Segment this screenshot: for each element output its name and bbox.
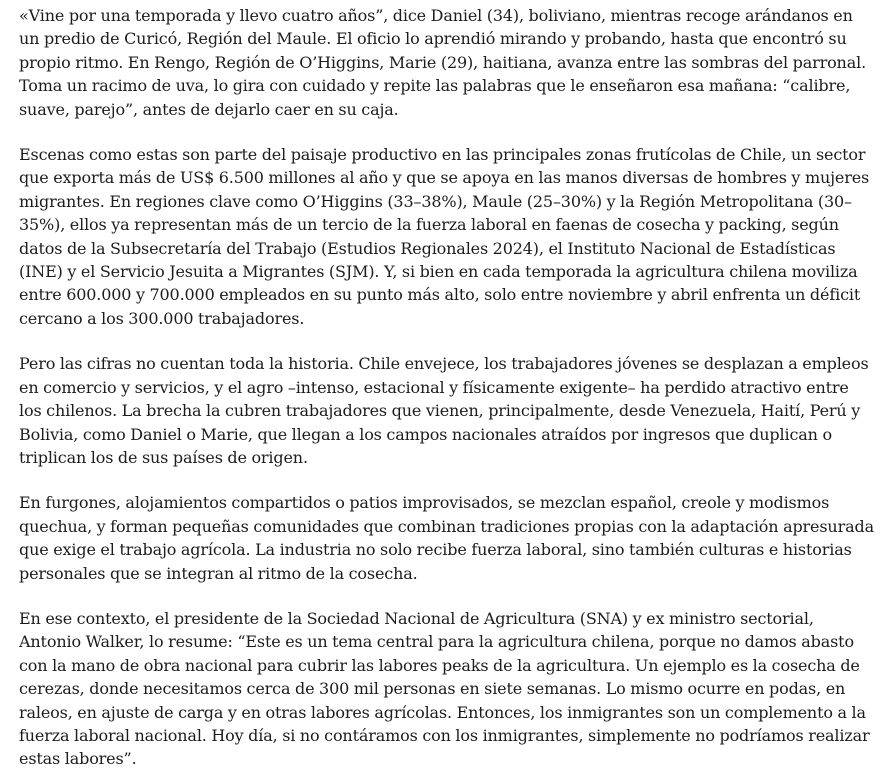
paragraph-intro: «Vine por una temporada y llevo cuatro años”, dice Daniel (34), boliviano, mientras recoge arándanos en un predio de Curicó, Región del Maule. El oficio lo aprendió mirando y probando, hasta que encontró su propio ritmo. En Rengo, Región de O’Higgins, Marie (29), haitiana, avanza entre las sombras del parronal. Toma un racimo de uva, lo gira con cuidado y repite las palabras que le enseñaron esa mañana: “calibre, suave, parejo”, antes de dejarlo caer en su caja. [19, 6, 867, 119]
paragraph-history: Pero las cifras no cuentan toda la historia. Chile envejece, los trabajadores jóvenes se desplazan a empleos en comercio y servicios, y el agro –intenso, estacional y físicamente exigente– ha perdido atractivo entre los chilenos. La brecha la cubren trabajadores que vienen, principalmente, desde Venezuela, Haití, Perú y Bolivia, como Daniel o Marie, que llegan a los campos nacionales atraídos por ingresos que duplican o triplican los de sus países de origen. [19, 354, 869, 467]
paragraph-quote: En ese contexto, el presidente de la Sociedad Nacional de Agricultura (SNA) y ex ministro sectorial, Antonio Walker, lo resume: “Este es un tema central para la agricultura chilena, porque no damos abasto con la mano de obra nacional para cubrir las labores peaks de la agricultura. Un ejemplo es la cosecha de cerezas, donde necesitamos cerca de 300 mil personas en siete semanas. Lo mismo ocurre en podas, en raleos, en ajuste de carga y en otras labores agrícolas. Entonces, los inmigrantes son un complemento a la fuerza laboral nacional. Hoy día, si no contáramos con los inmigrantes, simplemente no podríamos realizar estas labores”. [19, 608, 870, 769]
paragraph-communities: En furgones, alojamientos compartidos o patios improvisados, se mezclan español, creole y modismos quechua, y forman pequeñas comunidades que combinan tradiciones propias con la adaptación apresurada que exige el trabajo agrícola. La industria no solo recibe fuerza laboral, sino también culturas e historias personales que se integran al ritmo de la cosecha. [19, 493, 874, 583]
paragraph-context: Escenas como estas son parte del paisaje productivo en las principales zonas frutícolas de Chile, un sector que exporta más de US$ 6.500 millones al año y que se apoya en las manos diversas de hombres y mujeres migrantes. En regiones clave como O’Higgins (33–38%), Maule (25–30%) y la Región Metropolitana (30–35%), ellos ya representan más de un tercio de la fuerza laboral en faenas de cosecha y packing, según datos de la Subsecretaría del Trabajo (Estudios Regionales 2024), el Instituto Nacional de Estadísticas (INE) y el Servicio Jesuita a Migrantes (SJM). Y, si bien en cada temporada la agricultura chilena moviliza entre 600.000 y 700.000 empleados en su punto más alto, solo entre noviembre y abril enfrenta un déficit cercano a los 300.000 trabajadores. [19, 145, 870, 328]
